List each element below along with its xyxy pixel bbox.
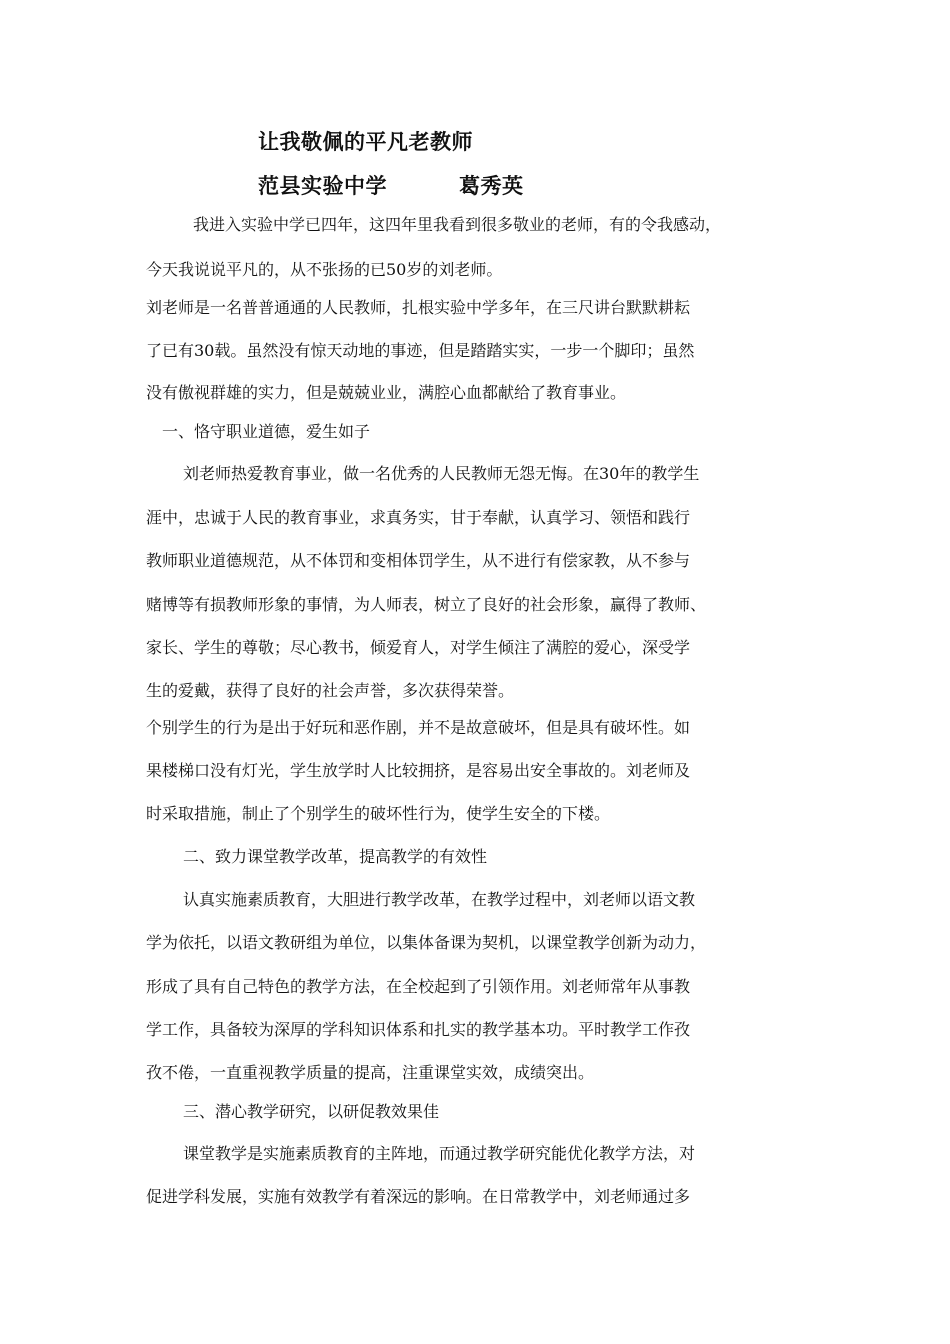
body-line: 孜不倦，一直重视教学质量的提高，注重课堂实效，成绩突出。	[146, 1063, 595, 1082]
body-line: 了已有30载。虽然没有惊天动地的事迹，但是踏踏实实，一步一个脚印；虽然	[146, 341, 695, 360]
body-line: 时采取措施，制止了个别学生的破坏性行为，使学生安全的下楼。	[146, 804, 611, 823]
school-name: 范县实验中学	[258, 173, 387, 198]
body-line: 果楼梯口没有灯光，学生放学时人比较拥挤，是容易出安全事故的。刘老师及	[146, 761, 691, 780]
body-line: 刘老师是一名普普通通的人民教师，扎根实验中学多年，在三尺讲台默默耕耘	[146, 298, 691, 317]
section-heading: 三、潜心教学研究，以研促教效果佳	[183, 1102, 440, 1121]
author-name: 葛秀英	[459, 173, 524, 198]
body-line: 生的爱戴，获得了良好的社会声誉，多次获得荣誉。	[146, 681, 515, 700]
body-line: 学为依托，以语文教研组为单位，以集体备课为契机，以课堂教学创新为动力，	[146, 933, 707, 952]
body-line: 认真实施素质教育，大胆进行教学改革，在教学过程中，刘老师以语文教	[183, 890, 696, 909]
body-line: 涯中，忠诚于人民的教育事业，求真务实，甘于奉献，认真学习、领悟和践行	[146, 508, 691, 527]
body-line: 我进入实验中学已四年，这四年里我看到很多敬业的老师，有的令我感动，	[193, 215, 722, 234]
body-line: 促进学科发展，实施有效教学有着深远的影响。在日常教学中，刘老师通过多	[146, 1187, 691, 1206]
document-title: 让我敬佩的平凡老教师	[258, 129, 473, 154]
body-line: 赌博等有损教师形象的事情，为人师表，树立了良好的社会形象，赢得了教师、	[146, 595, 707, 614]
body-line: 学工作，具备较为深厚的学科知识体系和扎实的教学基本功。平时教学工作孜	[146, 1020, 691, 1039]
body-line: 刘老师热爱教育事业，做一名优秀的人民教师无怨无悔。在30年的教学生	[183, 464, 700, 483]
section-heading: 二、致力课堂教学改革，提高教学的有效性	[183, 847, 488, 866]
section-heading: 一、恪守职业道德，爱生如子	[162, 422, 371, 441]
body-line: 课堂教学是实施素质教育的主阵地，而通过教学研究能优化教学方法，对	[183, 1144, 696, 1163]
body-line: 没有傲视群雄的实力，但是兢兢业业，满腔心血都献给了教育事业。	[146, 383, 627, 402]
author-line	[258, 170, 524, 200]
body-line: 教师职业道德规范，从不体罚和变相体罚学生，从不进行有偿家教，从不参与	[146, 551, 691, 570]
body-line: 家长、学生的尊敬；尽心教书，倾爱育人，对学生倾注了满腔的爱心，深受学	[146, 638, 691, 657]
body-line: 形成了具有自己特色的教学方法，在全校起到了引领作用。刘老师常年从事教	[146, 977, 691, 996]
body-line: 今天我说说平凡的，从不张扬的已50岁的刘老师。	[146, 260, 503, 279]
body-line: 个别学生的行为是出于好玩和恶作剧，并不是故意破坏，但是具有破坏性。如	[146, 718, 691, 737]
